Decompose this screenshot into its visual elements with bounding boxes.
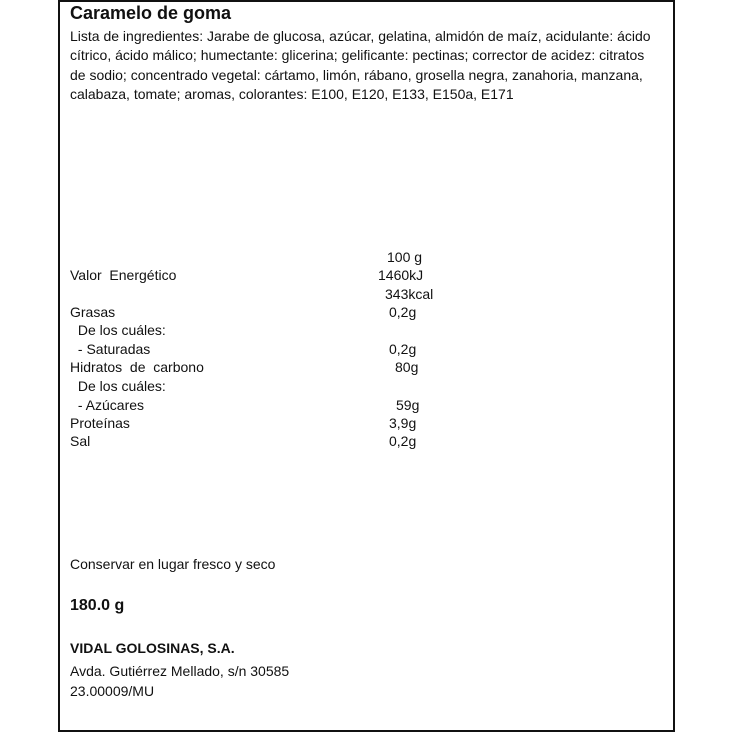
product-title: Caramelo de goma (70, 3, 232, 23)
net-weight: 180.0 g (70, 597, 125, 614)
nutrition-value-kj: 1460kJ (378, 267, 424, 283)
nutrition-label-fat: Grasas (70, 304, 116, 320)
ingredients-list: Lista de ingredientes: Jarabe de glucosa, azúcar, gelatina, almidón de maíz, acidulante: ácido cítrico, ácido málico; humectante: glicerina; gelificante: pectinas; corrector de acidez: citratos de sodio; concentrado vegetal: cártamo, limón, rábano, grosella negra, zanahoria, manzana, calabaza, tomate; aromas, colorantes: E100, E120, E133, E150a, E171 (70, 28, 651, 102)
registry-number: 23.00009/MU (70, 683, 155, 699)
manufacturer-name: VIDAL GOLOSINAS, S.A. (70, 640, 235, 656)
nutrition-label-of-which-2: De los cuáles: (74, 378, 166, 394)
nutrition-value-fat: 0,2g (389, 304, 417, 320)
nutrition-value-carbs: 80g (395, 359, 419, 375)
nutrition-label-sugars: - Azúcares (74, 397, 145, 413)
nutrition-label-carbs: Hidratos de carbono (70, 359, 204, 375)
nutrition-label-salt: Sal (70, 433, 91, 449)
nutrition-label-saturated: - Saturadas (74, 341, 151, 357)
nutrition-value-kcal: 343kcal (385, 286, 434, 302)
nutrition-label-energy: Valor Energético (70, 267, 177, 283)
nutrition-value-protein: 3,9g (389, 415, 417, 431)
nutrition-value-salt: 0,2g (389, 433, 417, 449)
nutrition-value-sugars: 59g (396, 397, 420, 413)
nutrition-value-saturated: 0,2g (389, 341, 417, 357)
nutrition-label-protein: Proteínas (70, 415, 130, 431)
manufacturer-address: Avda. Gutiérrez Mellado, s/n 30585 (70, 663, 290, 679)
nutrition-label-of-which-1: De los cuáles: (74, 322, 166, 338)
nutrition-header: 100 g (387, 249, 423, 265)
storage-instructions: Conservar en lugar fresco y seco (70, 556, 276, 572)
